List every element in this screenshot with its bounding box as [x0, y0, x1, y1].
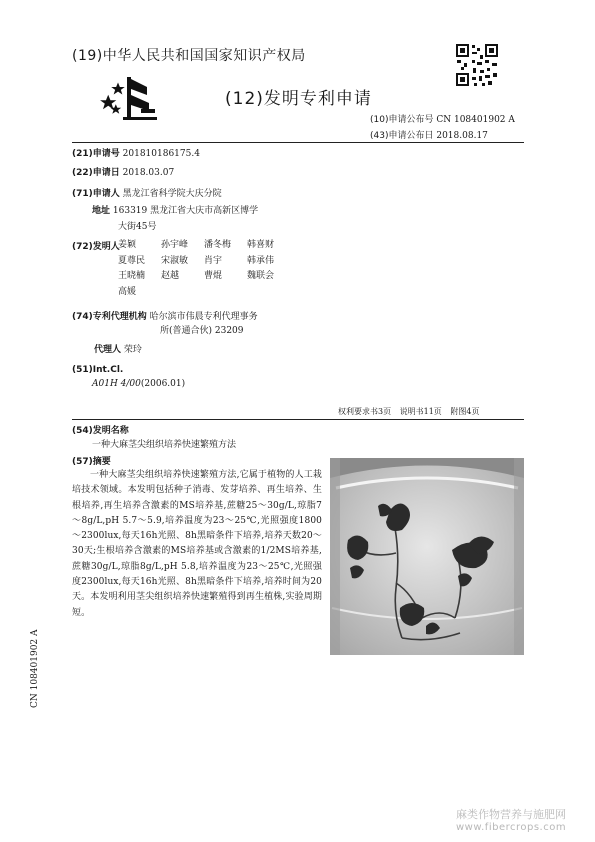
- application-date-row: [72, 167, 174, 180]
- inventor-name: 曹焜: [204, 271, 223, 281]
- patent-office-emblem-icon: [97, 73, 159, 121]
- title-label-row: [72, 425, 129, 438]
- biblio-rule: [72, 419, 524, 420]
- intcl-code: A01H 4/00: [92, 379, 141, 389]
- applicant-row: [72, 188, 222, 201]
- publication-number-label: (10)申请公布号: [370, 115, 434, 125]
- application-date-label: (22)申请日: [72, 168, 120, 178]
- document-type-title: (12)发明专利申请: [225, 89, 372, 109]
- side-publication-number: CN 108401902 A: [30, 629, 40, 708]
- inventor-name: 赵越: [161, 271, 180, 281]
- agency-line-2: 所(普通合伙) 23209: [160, 326, 244, 336]
- agent-label: 代理人: [94, 345, 122, 355]
- agent: 荣玲: [123, 345, 142, 355]
- inventor-name: 韩承伟: [247, 255, 275, 266]
- watermark-line-1: 麻类作物营养与施肥网: [456, 808, 566, 821]
- agency-label: (74)专利代理机构: [72, 312, 147, 322]
- watermark-line-2: www.fibercrops.com: [456, 822, 567, 833]
- intcl-year: (2006.01): [140, 379, 186, 389]
- title-label: (54)发明名称: [72, 426, 129, 436]
- plantlet-culture-photo: [330, 458, 524, 655]
- address-row: [92, 205, 258, 218]
- inventor-name: 高媛: [118, 286, 137, 297]
- publication-date: 2018.08.17: [436, 131, 488, 141]
- address-line-1: 163319 黑龙江省大庆市高新区博学: [112, 206, 259, 216]
- agent-row: [94, 344, 142, 357]
- applicant-label: (71)申请人: [72, 189, 120, 199]
- inventors-label-row: [72, 241, 120, 254]
- abstract-label: (57)摘要: [72, 457, 111, 467]
- inventors-list: [118, 238, 290, 300]
- inventor-name: 王晓楠: [118, 271, 146, 281]
- application-date: 2018.03.07: [122, 168, 175, 178]
- inventor-name: 姜颖: [118, 240, 137, 250]
- applicant: 黑龙江省科学院大庆分院: [122, 189, 222, 199]
- inventor-name: 韩喜财: [247, 240, 275, 250]
- publication-number: CN 108401902 A: [436, 115, 515, 125]
- issuing-office: (19)中华人民共和国国家知识产权局: [72, 48, 306, 64]
- inventor-name: 肖宇: [204, 255, 223, 266]
- invention-title: 一种大麻茎尖组织培养快速繁殖方法: [92, 440, 237, 450]
- abstract-text: 一种大麻茎尖组织培养快速繁殖方法,它属于植物的人工栽培技术领域。本发明包括种子消毒、发芽培养、再生培养、生根培养,再生培养含激素的MS培养基,蔗糖25～30g/L,琼脂7～8g/L,pH 5.7～5.9,培养温度为23～25℃,光照强度1800～2300lux,每天16h光照、8h黑暗条件下培养,培养天数20～30天;生根培养含激素的MS培养基或含激素的1/2MS培养基,蔗糖30g/L,琼脂8g/L,pH 5.8,培养温度为23～25℃,光照强度2300lux,每天16h光照、8h黑暗条件下培养,培养时间为20天。本发明利用茎尖组织培养快速繁殖得到再生植株,实验周期短。: [72, 470, 322, 618]
- qr-code-icon: [455, 43, 499, 87]
- publication-number-row: [370, 112, 515, 125]
- application-number-row: [72, 148, 200, 161]
- application-number: 201810186175.4: [122, 149, 200, 159]
- application-number-label: (21)申请号: [72, 149, 120, 159]
- watermark: [456, 808, 566, 834]
- inventors-label: (72)发明人: [72, 242, 120, 252]
- inventor-name: 孙宇峰: [161, 240, 189, 250]
- publication-date-label: (43)申请公布日: [370, 131, 434, 141]
- agency-row: [72, 311, 258, 324]
- address-line-2: 大街45号: [118, 222, 157, 232]
- intcl-label: (51)Int.Cl.: [72, 365, 124, 375]
- page-counts: 权利要求书3页 说明书11页 附图4页: [338, 407, 480, 416]
- publication-date-row: [370, 128, 488, 141]
- inventor-name: 宋淑敏: [161, 255, 189, 266]
- inventor-name: 潘冬梅: [204, 240, 232, 250]
- address-label: 地址: [92, 206, 111, 216]
- intcl-row: [92, 378, 185, 391]
- agency-line-1: 哈尔滨市伟晨专利代理事务: [149, 312, 258, 322]
- intcl-label-row: [72, 364, 123, 377]
- inventor-name: 夏尊民: [118, 255, 146, 266]
- inventor-name: 魏联会: [247, 271, 275, 281]
- header-rule: [72, 142, 524, 143]
